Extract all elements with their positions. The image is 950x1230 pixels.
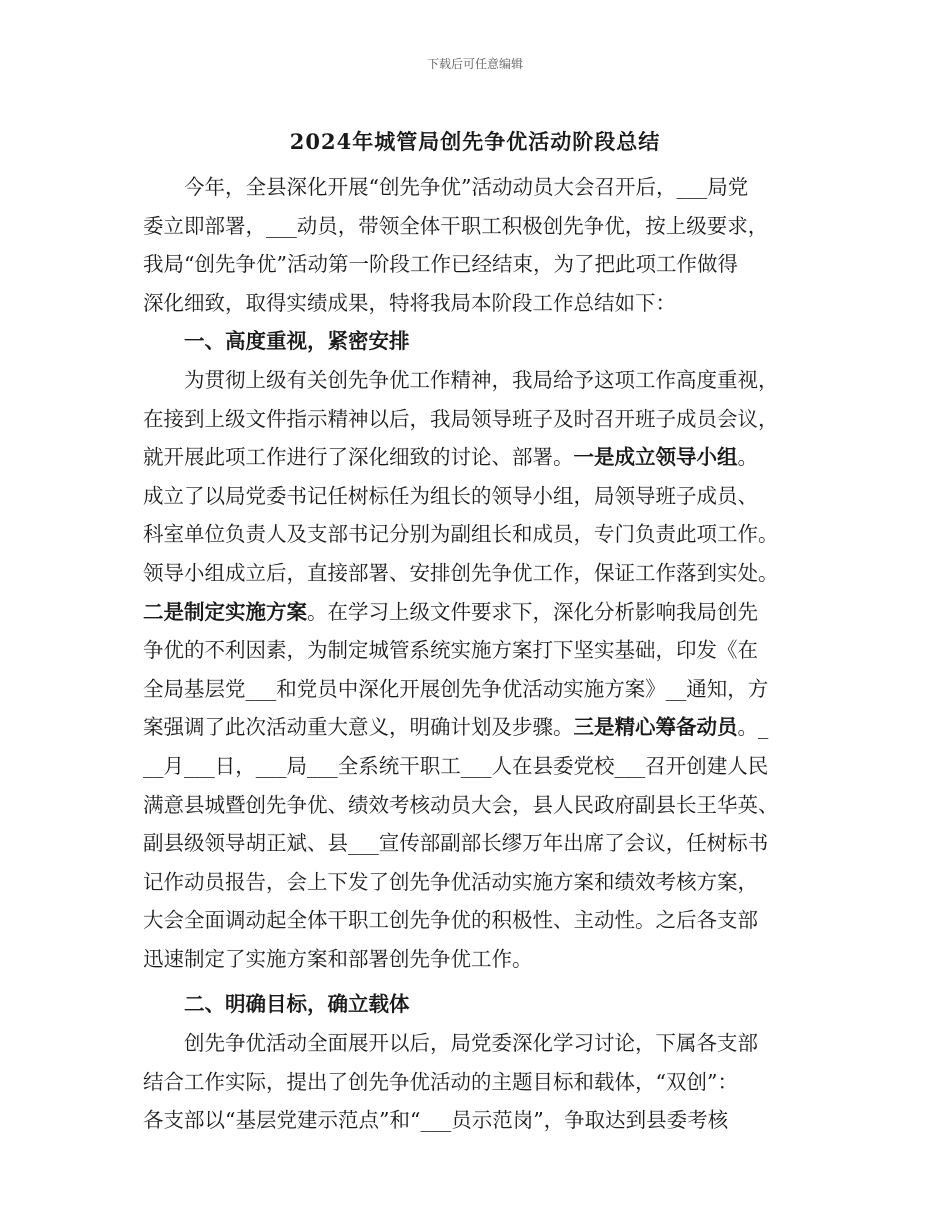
section2-line: 结合工作实际，提出了创先争优活动的主题目标和载体，“双创”：: [143, 1069, 738, 1094]
section1-line: __月___日，___局___全系统干职工___人在县委党校___召开创建人民: [143, 753, 769, 778]
section1-text: 就开展此项工作进行了深化细致的讨论、部署。: [143, 445, 574, 470]
document-body: [143, 168, 808, 1140]
section1-line: 领导小组成立后，直接部署、安排创先争优工作，保证工作落到实处。: [143, 560, 779, 585]
key-point-2: 二是制定实施方案: [143, 599, 307, 624]
section1-text: 案强调了此次活动重大意义，明确计划及步骤。: [143, 715, 574, 740]
section1-line: 大会全面调动起全体干职工创先争优的积极性、主动性。之后各支部: [143, 908, 758, 933]
section1-line: 全局基层党___和党员中深化开展创先争优活动实施方案》__通知，方: [143, 676, 769, 701]
page-header-note: 下载后可任意编辑: [426, 57, 523, 71]
intro-line: 深化细致，取得实绩成果，特将我局本阶段工作总结如下：: [143, 290, 676, 315]
section1-text: 。在学习上级文件要求下，深化分析影响我局创先: [307, 599, 758, 624]
section1-text: 。: [737, 445, 758, 470]
section1-line: 成立了以局党委书记任树标任为组长的领导小组，局领导班子成员、: [143, 483, 758, 508]
section1-line: 为贯彻上级有关创先争优工作精神，我局给予这项工作高度重视，: [184, 367, 779, 392]
document-title: 2024年城管局创先争优活动阶段总结: [289, 129, 661, 154]
section1-text: 。_: [737, 715, 769, 740]
section-heading-2: 二、明确目标，确立载体: [184, 992, 410, 1017]
intro-line: 委立即部署，___动员，带领全体干职工积极创先争优，按上级要求，: [143, 213, 769, 238]
section2-line: 各支部以“基层党建示范点”和“___员示范岗”，争取达到县委考核: [143, 1108, 729, 1133]
intro-line: 我局“创先争优”活动第一阶段工作已经结束，为了把此项工作做得: [143, 252, 738, 277]
section1-line: 副县级领导胡正斌、县___宣传部副部长缪万年出席了会议，任树标书: [143, 831, 769, 856]
section1-line: 满意县城暨创先争优、绩效考核动员大会，县人民政府副县长王华英、: [143, 792, 779, 817]
key-point-3: 三是精心筹备动员: [573, 715, 738, 740]
section1-line: 迅速制定了实施方案和部署创先争优工作。: [143, 946, 533, 971]
section1-line: 科室单位负责人及支部书记分别为副组长和成员，专门负责此项工作。: [143, 522, 779, 547]
section1-line: 在接到上级文件指示精神以后，我局领导班子及时召开班子成员会议，: [143, 406, 779, 431]
section1-line: [143, 593, 808, 632]
section1-line: 记作动员报告，会上下发了创先争优活动实施方案和绩效考核方案，: [143, 869, 758, 894]
intro-line: 今年，全县深化开展“创先争优”活动动员大会召开后，___局党: [184, 175, 749, 199]
section2-line: 创先争优活动全面展开以后，局党委深化学习讨论，下属各支部: [184, 1031, 758, 1056]
section1-line: [143, 438, 808, 477]
key-point-1: 一是成立领导小组: [573, 445, 738, 470]
section-heading-1: 一、高度重视，紧密安排: [184, 329, 410, 354]
section1-line: 争优的不利因素，为制定城管系统实施方案打下坚实基础，印发《在: [143, 638, 758, 663]
section1-line: [143, 708, 808, 747]
